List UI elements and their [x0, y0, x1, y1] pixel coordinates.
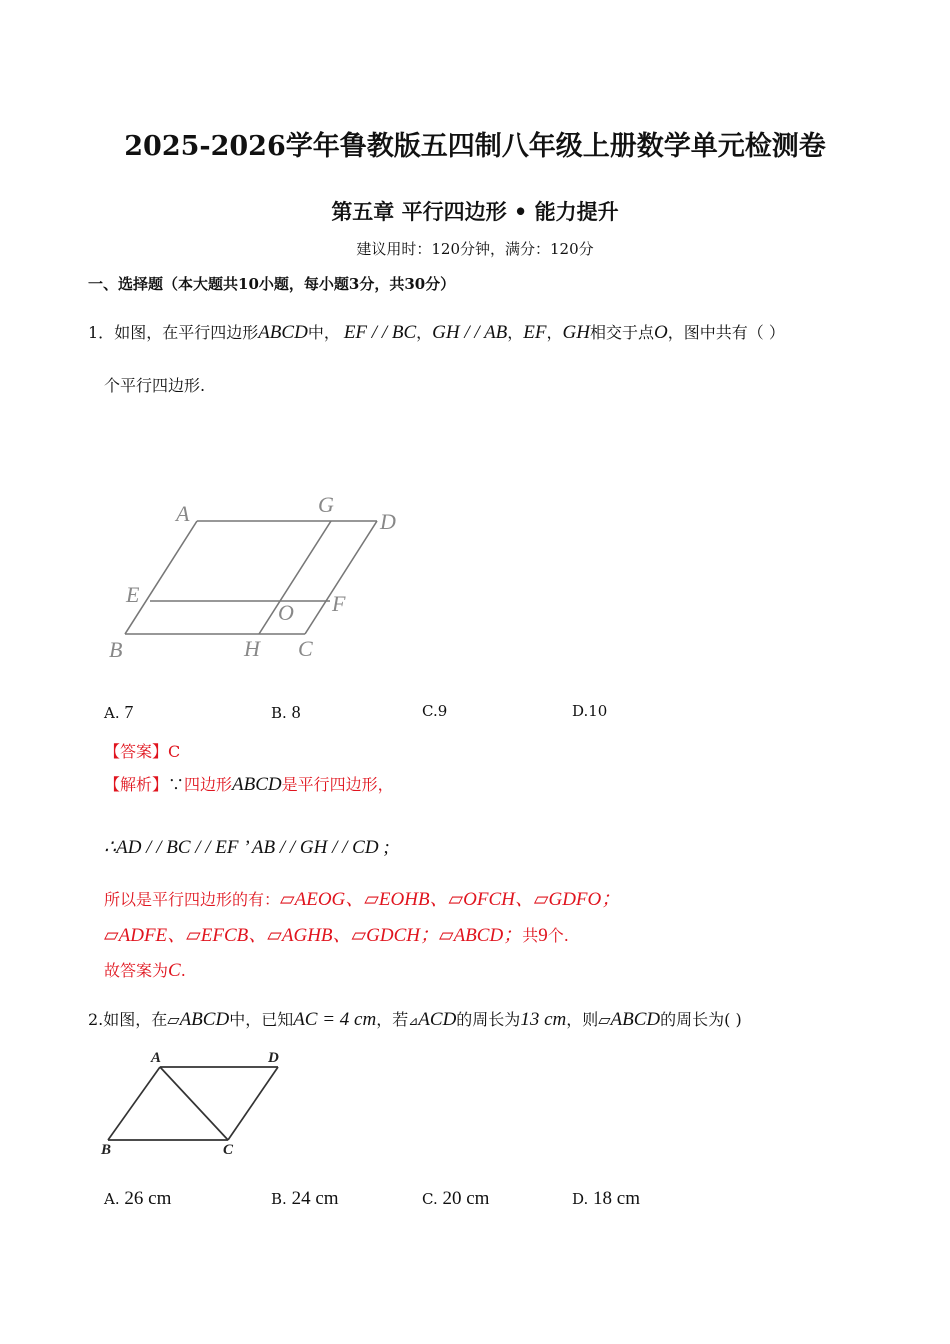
label-D: D — [268, 1050, 279, 1066]
analysis-line-4: ▱ADFE、▱EFCB、▱AGHB、▱GDCH；▱ABCD；共9个. — [104, 925, 569, 946]
option-b[interactable]: B. 24 cm — [271, 1188, 339, 1209]
label-O: O — [278, 600, 294, 625]
answer-line: 【答案】C — [104, 742, 181, 761]
analysis-line-1: 【解析】∵四边形ABCD是平行四边形， — [104, 774, 394, 795]
analysis-line-5: 故答案为C. — [104, 960, 186, 981]
option-a[interactable]: A. 7 — [104, 702, 134, 722]
option-c[interactable]: C.9 — [422, 702, 448, 720]
label-A: A — [151, 1050, 162, 1066]
label-H: H — [244, 636, 260, 661]
label-D: D — [380, 509, 396, 534]
label-B: B — [101, 1142, 112, 1158]
analysis-line-3: 所以是平行四边形的有：▱AEOG、▱EOHB、▱OFCH、▱GDFO； — [104, 889, 621, 910]
section-heading: 一、选择题（本大题共10小题，每小题3分，共30分） — [88, 275, 456, 293]
question-1-stem: 1．如图，在平行四边形ABCD中， EF / / BC，GH / / AB，EF，GH相交于点O，图中共有（ ） — [88, 322, 785, 343]
option-c[interactable]: C. 20 cm — [422, 1188, 490, 1209]
label-G: G — [318, 492, 334, 517]
label-C: C — [223, 1142, 234, 1158]
document-title: 2025-2026学年鲁教版五四制八年级上册数学单元检测卷 — [124, 131, 826, 162]
option-d[interactable]: D.10 — [572, 702, 608, 720]
label-F: F — [332, 591, 346, 616]
option-b[interactable]: B. 8 — [271, 702, 301, 722]
question-number: 2. — [88, 1010, 104, 1029]
label-B: B — [109, 637, 123, 662]
parallelogram-figure-1 — [100, 490, 420, 670]
exam-meta: 建议用时：120分钟，满分：120分 — [356, 240, 594, 258]
label-A: A — [176, 501, 190, 526]
option-a[interactable]: A. 26 cm — [104, 1188, 172, 1209]
question-1-stem-line2: 个平行四边形. — [104, 376, 206, 395]
analysis-line-2: ∴AD / / BC / / EF ’ AB / / GH / / CD ; — [104, 837, 390, 858]
question-2-stem: 2.如图，在▱ABCD中，已知AC = 4 cm，若⊿ACD的周长为13 cm，则▱ABCD的周长为( ) — [88, 1009, 742, 1030]
label-C: C — [298, 636, 313, 661]
answer-value: C — [168, 742, 181, 761]
question-number: 1． — [88, 323, 115, 342]
parallelogram-figure-2 — [98, 1045, 298, 1165]
chapter-subtitle: 第五章 平行四边形 • 能力提升 — [331, 199, 619, 224]
option-d[interactable]: D. 18 cm — [572, 1188, 641, 1209]
label-E: E — [126, 582, 140, 607]
